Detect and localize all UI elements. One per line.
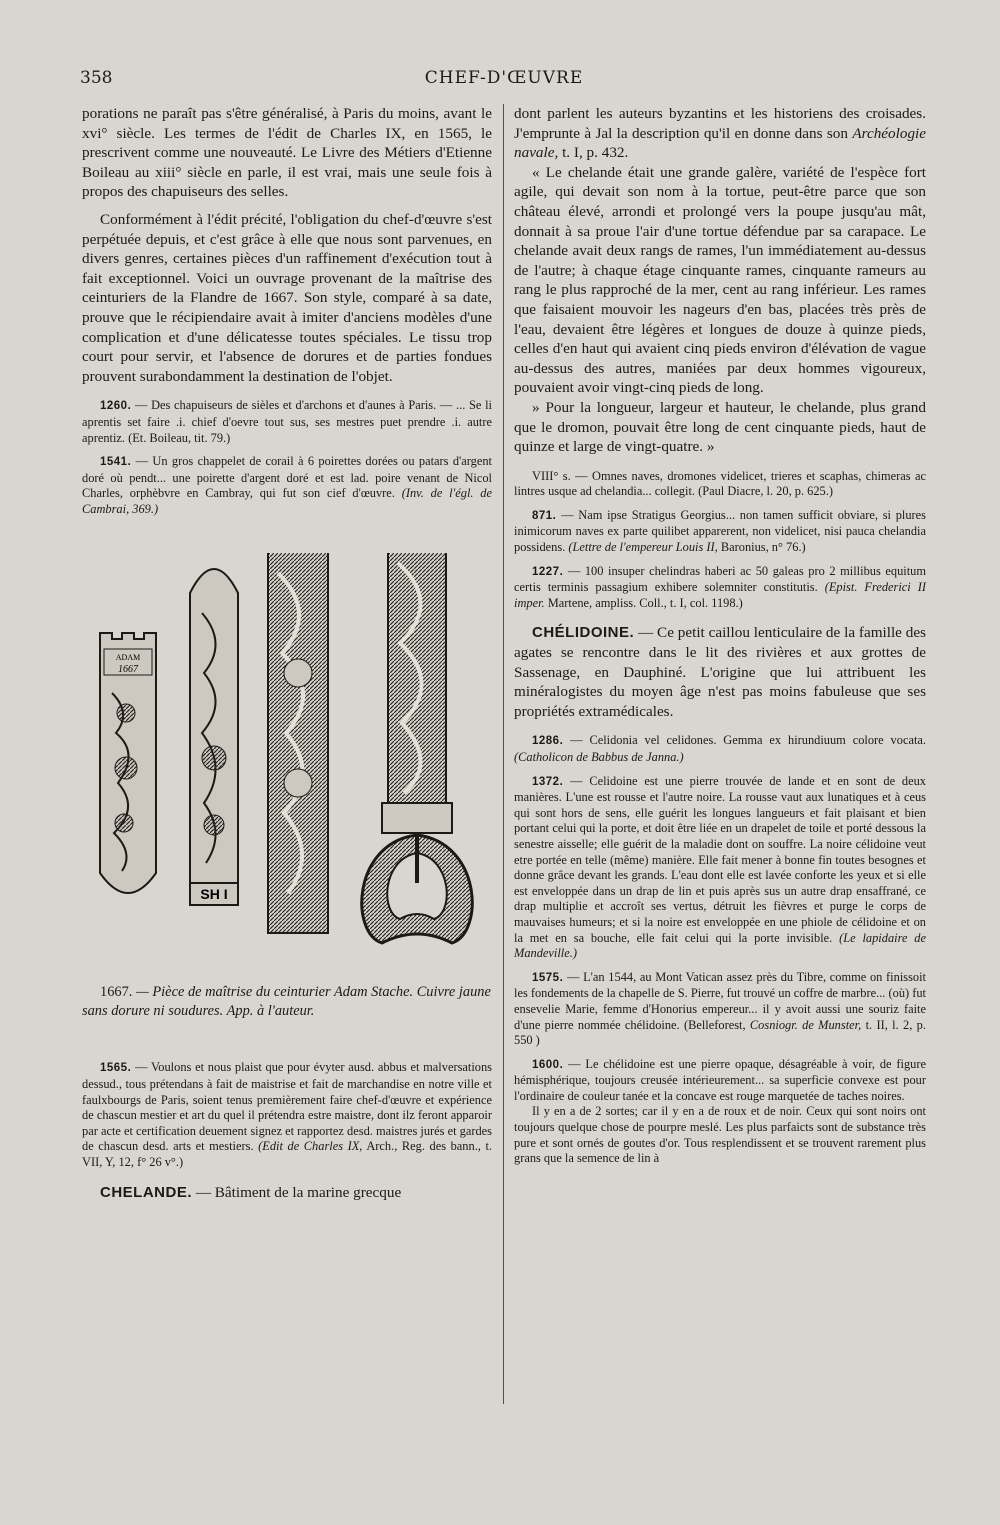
left-column bbox=[82, 104, 492, 1202]
citation-text: — Nam ipse Stratigus Georgius... non tamen sufficit obviare, si plures inimicorum naves ex parte quilibet apparerent, non videlicet, nisi pauca chelandia possidens. bbox=[514, 507, 926, 555]
citation-year: 1227. bbox=[532, 565, 564, 578]
entry-headword: CHELANDE. bbox=[100, 1183, 193, 1201]
citation-text: — Le chélidoine est une pierre opaque, désagréable à voir, de figure hémisphérique, toujours creusée intérieurement... sa superficie convexe est pour l'ordinaire de couleur tanée et la concave est rouge marquetée de taches noires. bbox=[514, 1056, 926, 1103]
stamp-top-text: ADAM bbox=[115, 653, 141, 663]
citation-1227 bbox=[514, 564, 926, 612]
caption-year: 1667. bbox=[100, 984, 133, 1001]
citation-1600 bbox=[514, 1057, 926, 1105]
belt-engraving bbox=[82, 553, 492, 953]
caption-text: — Pièce de maîtrise du ceinturier Adam Stache. Cuivre jaune sans dorure ni soudures. App. à l'auteur. bbox=[82, 984, 491, 1019]
paragraph bbox=[514, 104, 926, 163]
citation-8th-century bbox=[514, 469, 926, 500]
citation-source: (Le lapidaire de Mandeville.) bbox=[514, 930, 926, 961]
citation-year: 1260. bbox=[100, 400, 132, 413]
entry-chelande bbox=[82, 1183, 492, 1203]
citation-871 bbox=[514, 508, 926, 556]
citation-reference: Martene, ampliss. Coll., t. I, col. 1198.) bbox=[547, 595, 743, 610]
paragraph: Conformément à l'édit précité, l'obligation du chef-d'œuvre s'est perpétuée depuis, et c'est grâce à elle que nous sont parvenues, en divers genres, certaines pièces d'un raffinement d'exécution tout à fait exceptionnel. Voici un ouvrage provenant de la maîtrise des ceinturiers de la Flandre de 1667. Son style, comparé à sa date, prouve que le récipiendaire avait à imiter d'anciens modèles d'une complication et d'une délicatesse toutes spéciales. Le tissu trop court pour servir, et l'absence de dorures et de parties fondues prouvent surabondamment la destination de l'objet. bbox=[82, 210, 492, 385]
belt-masterpiece-figure bbox=[82, 553, 492, 953]
citation-year: 871. bbox=[532, 509, 557, 522]
entry-text: — Bâtiment de la marine grecque bbox=[195, 1183, 402, 1201]
citation-1286 bbox=[514, 733, 926, 765]
citation-text: — L'an 1544, au Mont Vatican assez près du Tibre, comme on finissoit les fondements de la chapelle de S. Pierre, fut trouvé un coffre de marbre... (où) fut ensevelie Marie, femme d'Honorius empereur... il y avoit aussi une souriz faite d'une pierre nommée chélidoine. (Belleforest, bbox=[514, 969, 926, 1032]
belt-strap-left bbox=[100, 633, 156, 893]
page-number: 358 bbox=[80, 68, 113, 88]
citation-text: — 100 insuper chelindras haberi ac 50 galeas pro 2 millibus equitum certis terminis passagium exhibere solemniter constitutis. bbox=[514, 563, 926, 595]
citation-1575 bbox=[514, 970, 926, 1049]
citation-source: (Edit de Charles IX, bbox=[258, 1139, 363, 1154]
citation-text: — Omnes naves, dromones videlicet, trieres et scaphas, chimeras ac lintres usque ad chelandia... collegit. (Paul Diacre, l. 20, p. 625.) bbox=[514, 468, 926, 499]
belt-buckle-strap bbox=[362, 553, 472, 943]
citation-text: — Celidonia vel celidones. Gemma ex hirundiuum colore vocata. bbox=[570, 733, 926, 748]
entry-chelidoine bbox=[514, 623, 926, 721]
work-reference: t. I, p. 432. bbox=[562, 144, 629, 162]
page-header bbox=[80, 68, 928, 92]
citation-1600-continued: Il y en a de 2 sortes; car il y en a de roux et de noir. Ceux qui sont noirs ont toujours quelque chose de pourpre meslé. Les plus parfaicts sont de substance très pure et sont ornés de goutes d'or. Tous resplendissent et se trouvent rarement plus grans que la semence de lin à bbox=[514, 1104, 926, 1166]
entry-headword: CHÉLIDOINE. bbox=[532, 624, 635, 642]
paragraph: « Le chelande était une grande galère, variété de l'espèce fort agile, qui devait son nom à la tortue, peut-être parce que son château élevé, arrondi et prolongé vers la poupe jusqu'au mât, donnait à sa proue l'air d'une tortue défendue par sa carapace. Le chelande avait deux rangs de rames, l'un immédiatement au-dessus de l'autre; à chaque étage cinquante rames, cinquante rameurs au rang le plus rapproché de la mer, cent au rang inférieur. Les rames que faisaient mouvoir les nageurs d'en bas, placées très près de l'eau, devaient être légères et longues de douze à quinze pieds, celles d'en haut qui avaient cinq pieds environ d'élévation de vague au-dessus des autres, maniées par deux hommes vigoureux, pouvaient avoir vingt-cinq pieds de long. bbox=[514, 163, 926, 397]
running-title: CHEF-D'ŒUVRE bbox=[424, 68, 584, 88]
citation-year: 1565. bbox=[100, 1062, 132, 1075]
entry-text: — Ce petit caillou lenticulaire de la famille des agates se rencontre dans le lit des rivières et aux grottes de Sassenage, en Dauphiné. L'origine que lui attribuent les minéralogistes du moyen âge n'est pas moins fabuleuse que ses propriétés extramédicales. bbox=[514, 624, 926, 720]
paragraph: » Pour la longueur, largeur et hauteur, le chelande, plus grand que le dromon, pouvait être long de cent cinquante pieds, haut de quinze et large de vingt-quatre. » bbox=[514, 398, 926, 456]
belt-strap-third bbox=[268, 553, 328, 933]
belt-strap-second bbox=[190, 569, 238, 905]
right-column bbox=[514, 104, 926, 1167]
column-divider bbox=[503, 104, 504, 1404]
citation-text: — Celidoine est une pierre trouvée de lande et en sont de deux manières. L'une est rousse et l'autre noire. La rousse vaut aux lunatiques et à ceus qui sont hors de sens, elle guérit les longues langueurs et fait plaisant et bien portant celui qui la porte, et doit être liée en un drapelet de toile et porté dessous la senestre aisselle; elle guérit de la maladie dont on souffre. La noire célidoine veut etre portée en telle (même) manière. Elle fait mener à bonne fin toutes besognes et donne grâce devant les grands. L'eau dont elle est lavée conforte les yeux et si elle est enveloppée dans un drap de lin et puis après sus un autre drap ensaffrané, ce drap multiplie et accroît ses vertus, détruit les fièvres et purge le corps de mauvaises humeurs; et si la noire est enveloppée en une phiole de célidoine et on la met en sa bouche, elle fait celui qui la porte invisible. bbox=[514, 773, 926, 945]
stamp-year-text: 1667 bbox=[118, 664, 138, 676]
citation-1565 bbox=[82, 1060, 492, 1170]
citation-text: — Voulons et nous plaist que pour évyter ausd. abbus et malversations dessud., tous prétendans à fait de maistrise et fait de marchandise en notre ville et faulxbourgs de Paris, soient tenus premièrement faire chef-d'œuvre et expérience de chascun mestier et art du quel il prétendra estre maistre, dont ilz feront apparoir par acte et certification deuement signez et rapportez desd. maistres jurés et gardes de chascun desd. arts et mestiers. bbox=[82, 1060, 492, 1154]
stamp-bottom-text: SH I bbox=[200, 886, 228, 903]
work-title: Archéologie navale, bbox=[514, 124, 927, 162]
citation-1372 bbox=[514, 774, 926, 962]
citation-text: — Des chapuiseurs de sièles et d'archons et d'aunes à Paris. — ... Se li aprentis set faire .i. chief d'oevre tout sus, ses mestres puet prendre .i. autre aprentiz. (Et. Boileau, tit. 79.) bbox=[82, 398, 492, 445]
citation-year: VIII° s. bbox=[532, 468, 571, 483]
citation-source: (Epist. Frederici II imper. bbox=[514, 580, 926, 610]
citation-year: 1541. bbox=[100, 456, 132, 469]
paragraph: porations ne paraît pas s'être généralisé, à Paris du moins, avant le xvi° siècle. Les termes de l'édit de Charles IX, en 1565, le prescrivent comme une nouveauté. Le Livre des Métiers d'Etienne Boileau au xiii° siècle en parle, il est vrai, mais une seule fois à propos des chapuiseurs des selles. bbox=[82, 105, 492, 201]
citation-reference: Baronius, n° 76.) bbox=[720, 540, 806, 555]
citation-1541 bbox=[82, 454, 492, 517]
citation-1260 bbox=[82, 398, 492, 446]
citation-text: — Un gros chappelet de corail à 6 poirettes dorées ou patars d'argent doré où pendt... une poirette d'argent doré et est lad. poire venant de Nicol Charles, orphèbvre en Cambray, qui fut son cief d'œuvre. bbox=[82, 454, 492, 501]
paragraph-text: dont parlent les auteurs byzantins et les historiens des croisades. J'emprunte à Jal la description qu'il en donne dans son bbox=[514, 105, 926, 142]
citation-source: Cosniogr. de Munster, bbox=[749, 1017, 862, 1032]
citation-source: (Inv. de l'égl. de Cambrai, 369.) bbox=[82, 486, 492, 516]
citation-year: 1575. bbox=[532, 971, 564, 984]
citation-year: 1286. bbox=[532, 735, 564, 748]
citation-reference: t. II, l. 2, p. 550 ) bbox=[514, 1017, 926, 1048]
figure-caption bbox=[82, 983, 492, 1020]
citation-reference: Arch., Reg. des bann., t. VII, Y, 12, f° 26 v°.) bbox=[82, 1139, 493, 1170]
citation-source: (Catholicon de Babbus de Janna.) bbox=[514, 750, 684, 764]
citation-year: 1372. bbox=[532, 775, 564, 788]
citation-year: 1600. bbox=[532, 1058, 564, 1071]
citation-source: (Lettre de l'empereur Louis II, bbox=[568, 540, 718, 555]
